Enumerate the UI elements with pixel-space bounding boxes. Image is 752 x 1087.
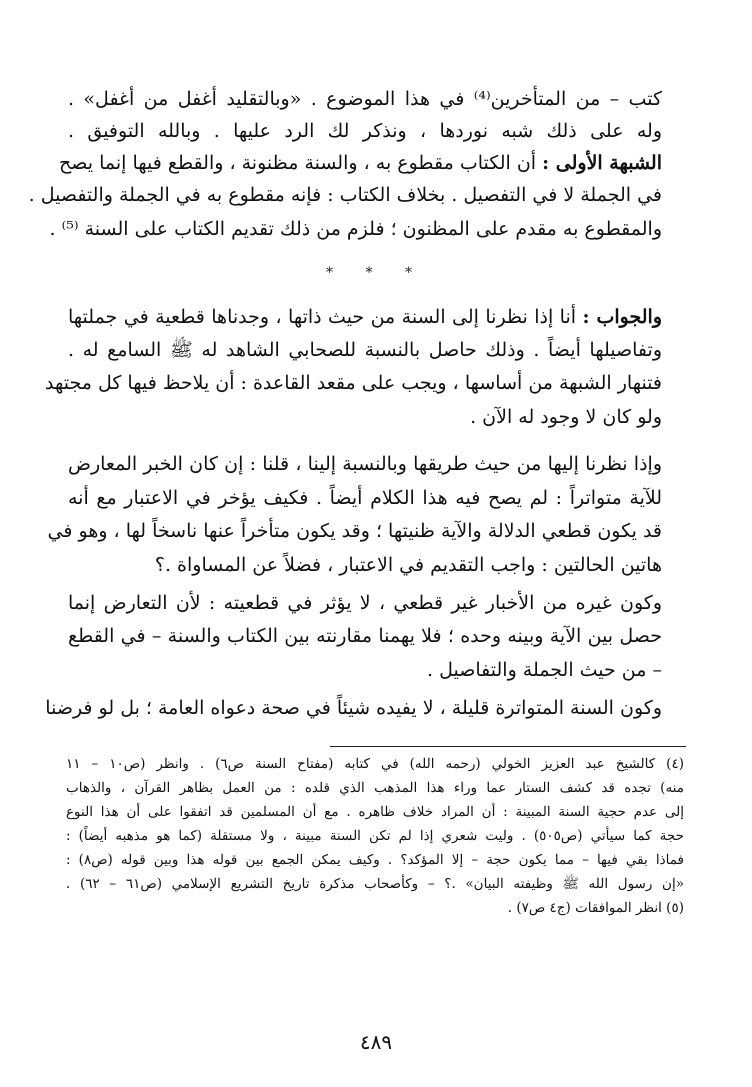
section-separator: * * * (326, 265, 426, 281)
footnote-rule (330, 746, 686, 747)
body-line: في الجملة لا في التفصيل . بخلاف الكتاب : فإنه مقطوع به في الجملة والتفصيل . (28, 184, 662, 206)
body-text: أنا إذا نظرنا إلى السنة من حيث ذاتها ، وجدناها قطعية في جملتها (68, 306, 577, 328)
body-line: وإذا نظرنا إليها من حيث طريقها وبالنسبة إلينا ، قلنا : إن كان الخبر المعارض (68, 453, 662, 475)
footnote-line: إلى عدم حجية السنة المبينة : أن المراد خلاف ظاهره . مع أن المسلمين قد اتفقوا على أن هذا النوع (66, 804, 684, 820)
footnote-line: منه) تجده قد كشف الستار عما وراء هذا المذهب الذي قلده : من العمل بظاهر القرآن ، والذهاب (66, 780, 684, 796)
body-line: حصل بين الآية وبينه وحده ؛ فلا يهمنا مقارنته بين الكتاب والسنة – في القطع (68, 625, 662, 647)
body-line: والمقطوع به مقدم على المظنون ؛ فلزم من ذلك تقديم الكتاب على السنة ⁽⁵⁾ . (49, 218, 662, 240)
body-line: وتفاصيلها أيضاً . وذلك حاصل بالنسبة للصحابي الشاهد له ﷺ السامع له . (68, 339, 662, 361)
body-line: ولو كان لا وجود له الآن . (470, 406, 662, 428)
body-line (59, 148, 662, 178)
body-line: للآية متواتراً : لم يصح فيه هذا الكلام أيضاً . فكيف يؤخر في الاعتبار مع أنه (68, 487, 662, 509)
footnote-line: فماذا بقي فيها – مما يكون حجة – إلا المؤكد؟ . وكيف يمكن الجمع بين قوله هذا وبين قوله (ص٨) : (66, 852, 685, 868)
body-line: وكون السنة المتواترة قليلة ، لا يفيده شيئاً في صحة دعواه العامة ؛ بل لو فرضنا (45, 697, 662, 719)
body-line: كتب – من المتأخرين⁽⁴⁾ في هذا الموضوع . «وبالتقليد أغفل من أغفل» . (68, 88, 662, 110)
heading-first-objection: الشبهة الأولى : (542, 152, 662, 174)
heading-answer: والجواب : (582, 306, 662, 328)
footnote-line: (٤) كالشيخ عبد العزيز الخولي (رحمه الله) في كتابه (مفتاح السنة ص٦) . وانظر (ص١٠ – ١١ (66, 756, 684, 772)
body-line: قد يكون قطعي الدلالة والآية ظنيتها ؛ وقد يكون متأخراً عنها ناسخاً لها ، وهو في (47, 520, 662, 542)
footnote-line: «إن رسول الله ﷺ وظيفته البيان» .؟ – وكأصحاب مذكرة تاريخ التشريع الإسلامي (ص٦١ – ٦٢) . (66, 876, 684, 892)
page-number: ٤٨٩ (359, 1030, 393, 1054)
body-line: – من حيث الجملة والتفاصيل . (427, 659, 662, 681)
footnote-line: حجة كما سيأتي (ص٥٠٥) . وليت شعري إذا لم تكن السنة مبينة ، ولا مستقلة (كما هو مذهبه أيضاً) : (66, 828, 684, 844)
body-line: فتنهار الشبهة من أساسها ، ويجب على مقعد القاعدة : أن يلاحظ فيها كل مجتهد (45, 372, 662, 394)
body-line: وله على ذلك شبه نوردها ، ونذكر لك الرد عليها . وبالله التوفيق . (68, 120, 662, 142)
body-text: أن الكتاب مقطوع به ، والسنة مظنونة ، والقطع فيها إنما يصح (59, 152, 537, 174)
footnote-line: (٥) انظر الموافقات (ج٤ ص٧) . (507, 900, 684, 916)
body-line: وكون غيره من الأخبار غير قطعي ، لا يؤثر في قطعيته : لأن التعارض إنما (68, 592, 662, 614)
body-line (68, 302, 662, 332)
body-line: هاتين الحالتين : واجب التقديم في الاعتبار ، فضلاً عن المساواة .؟ (154, 554, 662, 576)
